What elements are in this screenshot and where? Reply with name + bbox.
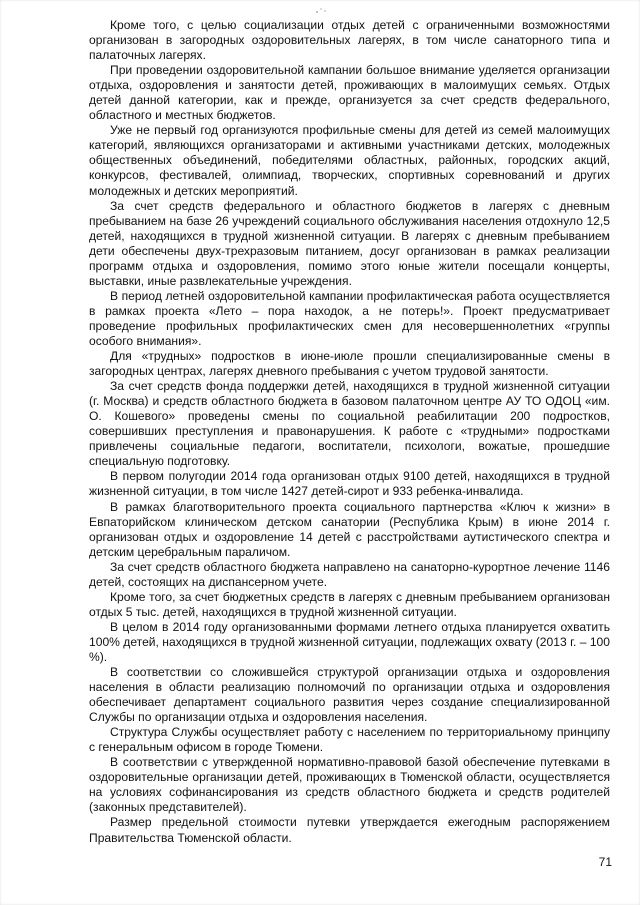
paragraph: Размер предельной стоимости путевки утверждается ежегодным распоряжением Правительства Тюменской области.: [89, 815, 610, 845]
paragraph: Для «трудных» подростков в июне-июле прошли специализированные смены в загородных центрах, лагерях дневного пребывания с учетом трудовой занятости.: [89, 349, 610, 379]
paragraph: В первом полугодии 2014 года организован отдых 9100 детей, находящихся в трудной жизненной ситуации, в том числе 1427 детей-сирот и 933 ребенка-инвалида.: [89, 469, 610, 499]
paragraph: В соответствии со сложившейся структурой организации отдыха и оздоровления населения в области реализацию полномочий по организации отдыха и оздоровления обеспечивает департамент социального развития через создание специализированной Службы по организации отдыха и оздоровления населения.: [89, 665, 610, 725]
paragraph: Структура Службы осуществляет работу с населением по территориальному принципу с генеральным офисом в городе Тюмени.: [89, 725, 610, 755]
document-body: [89, 18, 610, 846]
paragraph: В рамках благотворительного проекта социального партнерства «Ключ к жизни» в Евпаторийском клиническом детском санатории (Республика Крым) в июне 2014 г. организован отдых и оздоровление 14 детей с расстройствами аутистического спектра и детским церебральным параличом.: [89, 499, 610, 559]
paragraph: За счет средств фонда поддержки детей, находящихся в трудной жизненной ситуации (г. Москва) и средств областного бюджета в базовом палаточном центре АУ ТО ОДОЦ «им. О. Кошевого» проведены смены по социальной реабилитации 200 подростков, совершивших преступления и правонарушения. К работе с «трудными» подростками привлечены социальные педагоги, воспитатели, психологи, вожатые, прошедшие специальную подготовку.: [89, 379, 610, 469]
paragraph: За счет средств федерального и областного бюджетов в лагерях с дневным пребыванием на базе 26 учреждений социального обслуживания населения отдохнуло 12,5 детей, находящихся в трудной жизненной ситуации. В лагерях с дневным пребыванием дети обеспечены двух-трехразовым питанием, досуг организован в рамках реализации программ отдыха и оздоровления, помимо этого юные жители посещали концерты, выставки, иные развлекательные учреждения.: [89, 198, 610, 288]
paragraph: В целом в 2014 году организованными формами летнего отдыха планируется охватить 100% детей, находящихся в трудной жизненной ситуации, подлежащих охвату (2013 г. – 100 %).: [89, 619, 610, 664]
paragraph: За счет средств областного бюджета направлено на санаторно-курортное лечение 1146 детей, состоящих на диспансерном учете.: [89, 559, 610, 589]
paragraph: Кроме того, за счет бюджетных средств в лагерях с дневным пребыванием организован отдых 5 тыс. детей, находящихся в трудной жизненной ситуации.: [89, 589, 610, 619]
paragraph: В соответствии с утвержденной нормативно-правовой базой обеспечение путевками в оздоровительные организации детей, проживающих в Тюменской области, осуществляется на условиях софинансирования из средств областного бюджета и средств родителей (законных представителей).: [89, 755, 610, 815]
paragraph: Уже не первый год организуются профильные смены для детей из семей малоимущих категорий, являющихся организаторами и активными участниками детских, молодежных общественных объединений, победителями областных, районных, городских акций, конкурсов, фестивалей, олимпиад, творческих, спортивных соревнований и других молодежных и детских мероприятий.: [89, 123, 610, 198]
paragraph: В период летней оздоровительной кампании профилактическая работа осуществляется в рамках проекта «Лето – пора находок, а не потерь!». Проект предусматривает проведение профильных профилактических смен для несовершеннолетних «группы особого внимания».: [89, 288, 610, 348]
paragraph: При проведении оздоровительной кампании большое внимание уделяется организации отдыха, оздоровления и занятости детей, проживающих в малоимущих семьях. Отдых детей данной категории, как и прежде, организуется за счет средств федерального, областного и местных бюджетов.: [89, 63, 610, 123]
paragraph: Кроме того, с целью социализации отдых детей с ограниченными возможностями организован в загородных оздоровительных лагерях, в том числе санаторного типа и палаточных лагерях.: [89, 18, 610, 63]
scan-artifact-mark: [314, 6, 328, 16]
page-number: 71: [598, 855, 612, 869]
